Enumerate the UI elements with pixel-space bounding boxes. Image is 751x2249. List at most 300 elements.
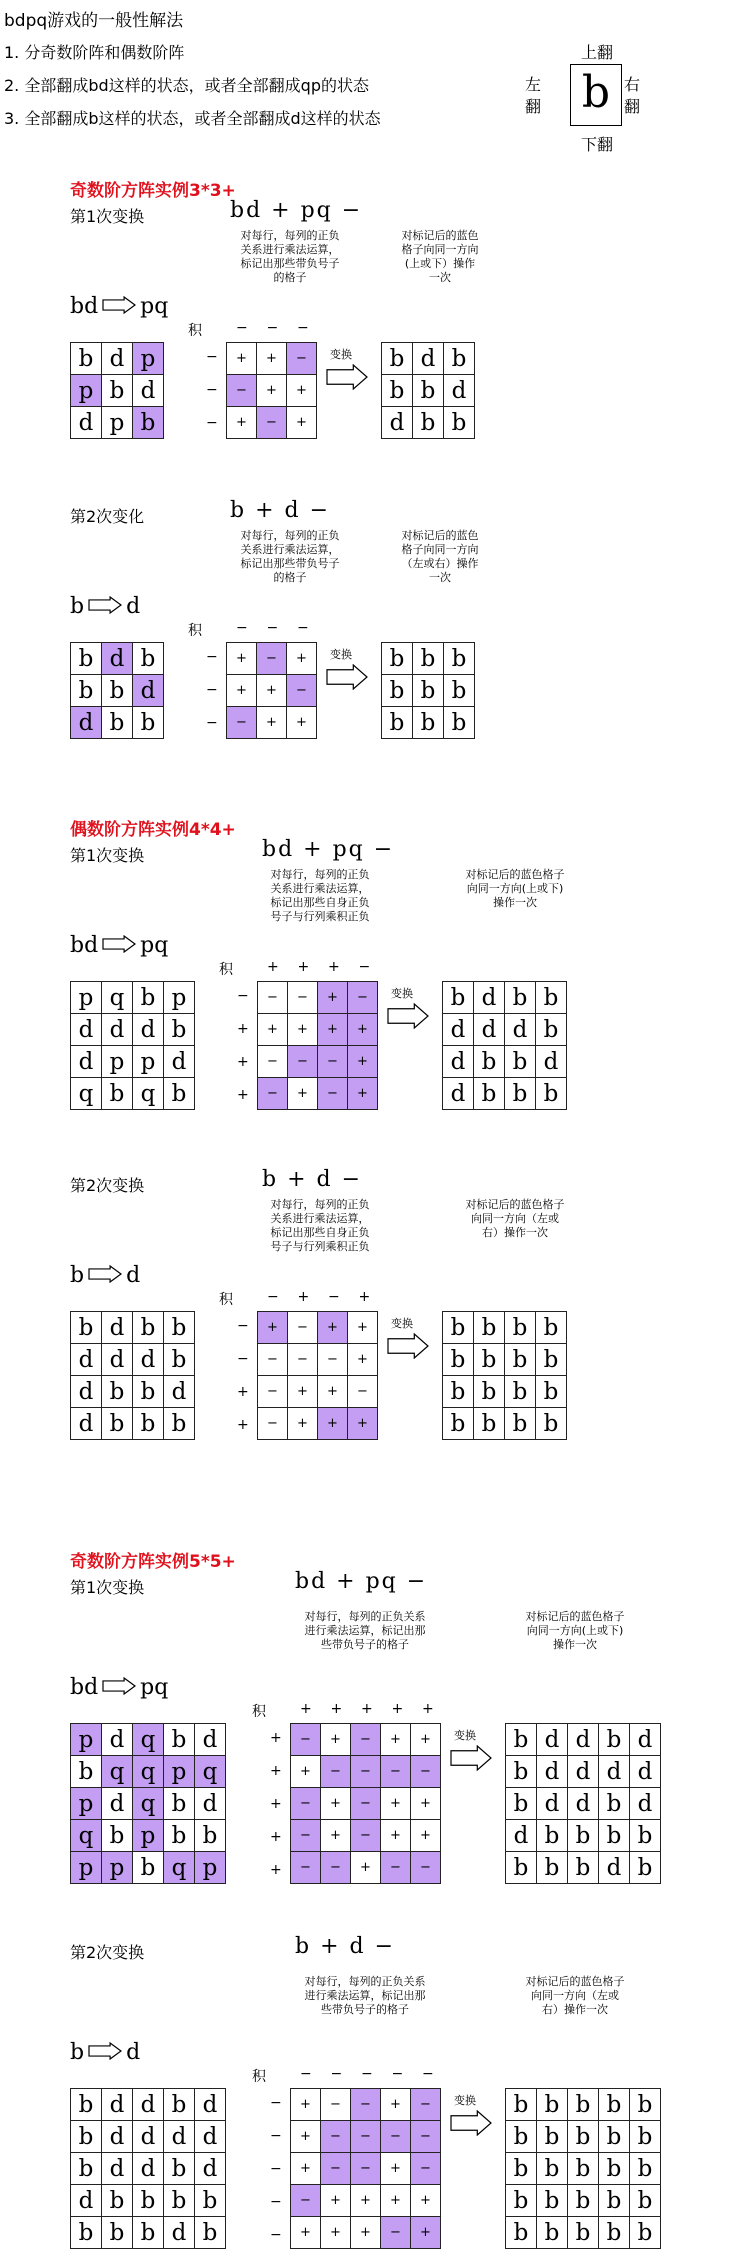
sign-cell: + — [411, 2217, 441, 2249]
letter-cell: p — [133, 1820, 164, 1852]
sign-cell: − — [257, 643, 287, 675]
letter-cell: d — [536, 1046, 567, 1078]
trans-arrow — [102, 1676, 136, 1701]
bianhuan-label: 变换 — [391, 987, 413, 1000]
note-line: 一次 — [429, 271, 451, 284]
legend-top: 上翻 — [581, 43, 614, 62]
col-sign: − — [358, 959, 371, 975]
row-sign: − — [270, 2161, 282, 2177]
ji-label: 积 — [219, 1292, 233, 1308]
letter-cell: b — [474, 1376, 505, 1408]
letter-cell: d — [568, 1788, 599, 1820]
sign-cell: + — [258, 1014, 288, 1046]
col-sign: − — [236, 320, 248, 336]
section-title: 奇数阶方阵实例5*5+ — [70, 1552, 236, 1572]
sign-cell: − — [351, 2089, 381, 2121]
letter-grid — [70, 1311, 195, 1440]
sign-grid — [290, 1723, 441, 1884]
sign-cell: + — [411, 2185, 441, 2217]
sign-cell: − — [258, 1408, 288, 1440]
sign-cell: − — [258, 1046, 288, 1078]
letter-cell: q — [133, 1078, 164, 1110]
letter-cell: b — [505, 1312, 536, 1344]
step-equation: bd + pq − — [262, 837, 395, 862]
letter-cell: b — [133, 1408, 164, 1440]
letter-cell: d — [102, 1344, 133, 1376]
row-sign: − — [237, 1318, 249, 1334]
row-sign: + — [237, 1087, 249, 1103]
letter-cell: d — [71, 707, 102, 739]
letter-cell: b — [133, 1852, 164, 1884]
trans-from: b — [70, 2040, 85, 2065]
letter-cell: d — [133, 1014, 164, 1046]
sign-cell: + — [291, 2217, 321, 2249]
note-line: 向同一方向（左或 — [531, 1989, 619, 2002]
sign-cell: − — [257, 407, 287, 439]
row-sign: + — [237, 1021, 249, 1037]
letter-grid — [70, 342, 164, 439]
sign-cell: + — [257, 343, 287, 375]
letter-cell: d — [568, 1724, 599, 1756]
col-sign: + — [391, 1701, 404, 1717]
note-line: 对标记后的蓝色格子 — [525, 1610, 625, 1623]
sign-cell: − — [351, 1820, 381, 1852]
letter-cell: b — [382, 643, 413, 675]
letter-cell: p — [102, 407, 133, 439]
trans-from: b — [70, 594, 85, 619]
row-sign: + — [237, 1417, 249, 1433]
sign-cell: + — [288, 1376, 318, 1408]
sign-cell: + — [348, 1312, 378, 1344]
letter-cell: b — [164, 1408, 195, 1440]
note-line: 操作一次 — [553, 1638, 597, 1651]
legend-bottom: 下翻 — [581, 135, 614, 154]
letter-cell: d — [133, 675, 164, 707]
letter-cell: b — [164, 1788, 195, 1820]
note-line: 关系进行乘法运算， — [270, 882, 370, 895]
letter-cell: b — [382, 343, 413, 375]
note-line: 向同一方向(上或下) — [466, 882, 564, 895]
letter-cell: p — [102, 1852, 133, 1884]
sign-cell: − — [321, 2121, 351, 2153]
letter-cell: p — [102, 1046, 133, 1078]
flip-arrow — [450, 2110, 492, 2140]
step-equation: bd + pq − — [230, 198, 363, 223]
col-sign: − — [266, 620, 279, 636]
letter-cell: b — [599, 2153, 630, 2185]
note-operation — [255, 1198, 385, 1254]
trans-to: pq — [140, 933, 169, 958]
right-arrow-icon — [102, 296, 136, 314]
letter-cell: b — [568, 2217, 599, 2249]
letter-cell: b — [506, 1724, 537, 1756]
ji-label: 积 — [252, 1704, 266, 1720]
letter-cell: b — [506, 2217, 537, 2249]
flip-arrow — [326, 664, 368, 694]
letter-cell: b — [102, 2185, 133, 2217]
letter-cell: d — [133, 2121, 164, 2153]
note-line: 对每行，每列的正负 — [270, 1198, 370, 1211]
sign-grid — [226, 342, 317, 439]
sign-cell: + — [381, 1820, 411, 1852]
row-sign: + — [237, 1054, 249, 1070]
letter-cell: d — [537, 1788, 568, 1820]
letter-cell: d — [102, 2089, 133, 2121]
letter-cell: b — [506, 1788, 537, 1820]
letter-cell: d — [443, 1078, 474, 1110]
col-sign: − — [266, 320, 279, 336]
sign-grid — [257, 1311, 378, 1440]
letter-cell: b — [71, 675, 102, 707]
legend-left: 左 翻 — [525, 75, 542, 116]
letter-cell: b — [195, 1820, 226, 1852]
note-line: 关系进行乘法运算， — [240, 543, 340, 556]
letter-cell: d — [71, 1376, 102, 1408]
ji-label: 积 — [219, 962, 233, 978]
step-label: 第2次变化 — [70, 507, 145, 526]
letter-cell: b — [71, 1756, 102, 1788]
letter-cell: b — [506, 2185, 537, 2217]
letter-cell: d — [164, 1046, 195, 1078]
letter-cell: b — [630, 2217, 661, 2249]
note-line: 对每行，每列的正负 — [270, 868, 370, 881]
bianhuan-label: 变换 — [330, 348, 352, 361]
letter-cell: b — [443, 1312, 474, 1344]
letter-cell: p — [164, 982, 195, 1014]
letter-cell: d — [102, 1724, 133, 1756]
transform-hint — [70, 594, 140, 620]
note-line: 标记出那些带负号子 — [240, 557, 340, 570]
result-grid — [442, 981, 567, 1110]
row-sign: + — [270, 1862, 282, 1878]
letter-cell: b — [599, 2121, 630, 2153]
letter-cell: b — [506, 1852, 537, 1884]
sign-cell: − — [291, 2185, 321, 2217]
ji-label: 积 — [188, 323, 202, 339]
letter-cell: b — [536, 1312, 567, 1344]
bianhuan-label: 变换 — [330, 648, 352, 661]
sign-cell: − — [288, 1312, 318, 1344]
note-operation — [225, 529, 355, 585]
letter-cell: b — [599, 2089, 630, 2121]
col-sign: + — [361, 1701, 373, 1717]
row-sign: − — [270, 2095, 282, 2111]
sign-cell: + — [257, 375, 287, 407]
letter-cell: b — [536, 1078, 567, 1110]
letter-cell: b — [537, 2089, 568, 2121]
result-grid — [442, 1311, 567, 1440]
note-line: 格子向同一方向 — [401, 543, 479, 556]
right-arrow-icon — [450, 1745, 492, 1771]
letter-cell: b — [164, 1312, 195, 1344]
col-sign: − — [300, 2066, 312, 2082]
sign-grid — [226, 642, 317, 739]
sign-cell: + — [227, 407, 257, 439]
letter-cell: b — [630, 1852, 661, 1884]
letter-cell: b — [599, 2185, 630, 2217]
letter-cell: b — [382, 707, 413, 739]
trans-to: pq — [140, 294, 169, 319]
letter-cell: d — [443, 1046, 474, 1078]
letter-cell: d — [568, 1756, 599, 1788]
flip-legend — [525, 40, 641, 154]
letter-cell: b — [443, 1344, 474, 1376]
letter-cell: b — [537, 1852, 568, 1884]
bianhuan-label: 变换 — [454, 1729, 476, 1742]
letter-cell: b — [382, 375, 413, 407]
page-title: bdpq游戏的一般性解法 — [4, 11, 184, 31]
letter-cell: b — [474, 1078, 505, 1110]
flip-arrow — [326, 364, 368, 394]
sign-cell: + — [348, 1078, 378, 1110]
trans-to: pq — [140, 1675, 169, 1700]
note-line: 对标记后的蓝色 — [401, 529, 479, 542]
sign-cell: + — [291, 2121, 321, 2153]
rule-1: 1. 分奇数阶阵和偶数阶阵 — [4, 43, 185, 62]
letter-cell: d — [630, 1788, 661, 1820]
sign-cell: − — [411, 2121, 441, 2153]
sign-cell: + — [257, 707, 287, 739]
sign-grid — [257, 981, 378, 1110]
letter-cell: d — [133, 375, 164, 407]
sign-cell: − — [411, 1756, 441, 1788]
letter-cell: b — [164, 2153, 195, 2185]
letter-cell: d — [630, 1724, 661, 1756]
sign-cell: − — [258, 1078, 288, 1110]
note-line: 向同一方向（左或 — [471, 1212, 559, 1225]
sign-cell: − — [291, 1820, 321, 1852]
letter-cell: d — [71, 1408, 102, 1440]
sign-cell: − — [287, 675, 317, 707]
letter-cell: b — [630, 2089, 661, 2121]
transform-hint — [70, 933, 168, 959]
letter-cell: b — [102, 2217, 133, 2249]
letter-cell: b — [536, 1376, 567, 1408]
sign-cell: − — [291, 1724, 321, 1756]
sign-cell: + — [288, 1014, 318, 1046]
letter-cell: b — [71, 2217, 102, 2249]
letter-cell: p — [195, 1852, 226, 1884]
letter-cell: p — [133, 1046, 164, 1078]
note-flip — [510, 1610, 640, 1652]
letter-cell: b — [71, 2121, 102, 2153]
step-equation: b + d − — [262, 1167, 363, 1192]
letter-cell: b — [630, 1820, 661, 1852]
letter-cell: d — [444, 375, 475, 407]
step-label: 第1次变换 — [70, 207, 145, 226]
col-sign: + — [297, 959, 310, 975]
letter-cell: b — [568, 1820, 599, 1852]
sign-cell: + — [381, 1788, 411, 1820]
bianhuan-label: 变换 — [391, 1317, 413, 1330]
row-sign: + — [270, 1730, 282, 1746]
letter-cell: d — [71, 407, 102, 439]
letter-cell: b — [164, 1078, 195, 1110]
letter-cell: b — [413, 375, 444, 407]
letter-cell: q — [102, 982, 133, 1014]
letter-cell: d — [71, 1344, 102, 1376]
row-sign: − — [270, 2128, 282, 2144]
note-line: 标记出那些自身正负 — [270, 896, 370, 909]
trans-from: bd — [70, 294, 99, 319]
note-line: 一次 — [429, 571, 451, 584]
legend-right: 右 翻 — [624, 75, 641, 116]
note-line: 向同一方向(上或下) — [526, 1624, 624, 1637]
letter-cell: d — [71, 2185, 102, 2217]
letter-cell: b — [195, 2217, 226, 2249]
step-label: 第1次变换 — [70, 1578, 145, 1597]
sign-cell: − — [287, 343, 317, 375]
trans-from: bd — [70, 933, 99, 958]
letter-cell: b — [413, 643, 444, 675]
sign-cell: + — [321, 1820, 351, 1852]
note-line: 右）操作一次 — [542, 2003, 608, 2016]
letter-cell: b — [102, 1820, 133, 1852]
trans-from: b — [70, 1263, 85, 1288]
sign-cell: − — [351, 2121, 381, 2153]
letter-cell: d — [102, 1014, 133, 1046]
col-sign: − — [297, 620, 309, 636]
letter-cell: b — [133, 1376, 164, 1408]
flip-arrow — [387, 1333, 429, 1363]
sign-cell: + — [411, 1788, 441, 1820]
sign-cell: + — [321, 1788, 351, 1820]
sign-cell: + — [287, 707, 317, 739]
result-grid — [505, 2088, 661, 2249]
letter-cell: b — [382, 675, 413, 707]
note-line: 进行乘法运算，标记出那 — [304, 1624, 426, 1637]
rule-3: 3. 全部翻成b这样的状态，或者全部翻成d这样的状态 — [4, 109, 381, 128]
step-equation: b + d − — [295, 1934, 396, 1959]
sign-cell: − — [288, 1344, 318, 1376]
sign-cell: − — [318, 1344, 348, 1376]
letter-cell: b — [444, 407, 475, 439]
letter-cell: p — [164, 1756, 195, 1788]
letter-cell: b — [537, 2185, 568, 2217]
row-sign: − — [237, 988, 249, 1004]
letter-cell: d — [133, 1344, 164, 1376]
letter-cell: b — [164, 2089, 195, 2121]
note-operation — [290, 1975, 440, 2017]
row-sign: − — [206, 415, 218, 431]
letter-cell: b — [536, 1344, 567, 1376]
letter-cell: d — [599, 1852, 630, 1884]
sign-cell: + — [351, 2217, 381, 2249]
sign-cell: − — [291, 1852, 321, 1884]
ji-label: 积 — [252, 2069, 266, 2085]
sign-cell: + — [291, 2153, 321, 2185]
letter-cell: b — [443, 1408, 474, 1440]
letter-cell: b — [568, 1852, 599, 1884]
letter-cell: b — [443, 1376, 474, 1408]
col-sign: − — [422, 2066, 434, 2082]
col-sign: + — [328, 959, 340, 975]
col-sign: + — [267, 959, 279, 975]
sign-cell: − — [411, 2089, 441, 2121]
trans-arrow — [102, 295, 136, 320]
letter-cell: b — [630, 2153, 661, 2185]
note-line: 关系进行乘法运算， — [270, 1212, 370, 1225]
letter-cell: d — [102, 2153, 133, 2185]
letter-cell: b — [568, 2185, 599, 2217]
col-sign: + — [330, 1701, 343, 1717]
letter-cell: b — [505, 1408, 536, 1440]
flip-arrow — [387, 1003, 429, 1033]
letter-cell: d — [505, 1014, 536, 1046]
row-sign: − — [270, 2194, 282, 2210]
letter-cell: b — [71, 2089, 102, 2121]
letter-cell: d — [102, 643, 133, 675]
letter-cell: b — [164, 1344, 195, 1376]
letter-cell: b — [164, 1014, 195, 1046]
letter-cell: b — [444, 343, 475, 375]
trans-from: bd — [70, 1675, 99, 1700]
letter-cell: d — [195, 1788, 226, 1820]
letter-cell: d — [630, 1756, 661, 1788]
result-grid — [505, 1723, 661, 1884]
letter-cell: b — [506, 2089, 537, 2121]
row-sign: + — [237, 1384, 249, 1400]
letter-grid — [70, 642, 164, 739]
letter-cell: q — [102, 1756, 133, 1788]
letter-cell: b — [474, 1408, 505, 1440]
row-sign: − — [237, 1351, 249, 1367]
legend-letter: b — [570, 64, 622, 126]
col-sign: − — [328, 1289, 340, 1305]
flip-arrow — [450, 1745, 492, 1775]
sign-cell: − — [381, 2217, 411, 2249]
letter-cell: b — [474, 1312, 505, 1344]
note-flip — [450, 868, 580, 910]
note-line: 些带负号子的格子 — [321, 2003, 409, 2016]
letter-cell: b — [413, 675, 444, 707]
sign-cell: + — [411, 1724, 441, 1756]
letter-cell: b — [71, 1312, 102, 1344]
note-line: 对每行，每列的正负关系 — [304, 1610, 426, 1623]
letter-cell: b — [102, 1408, 133, 1440]
letter-cell: d — [195, 2121, 226, 2153]
rule-2: 2. 全部翻成bd这样的状态，或者全部翻成qp的状态 — [4, 76, 369, 95]
sign-cell: + — [291, 1756, 321, 1788]
col-sign: + — [422, 1701, 434, 1717]
ji-label: 积 — [188, 623, 202, 639]
sign-cell: − — [411, 2153, 441, 2185]
sign-cell: − — [381, 2121, 411, 2153]
letter-cell: d — [599, 1756, 630, 1788]
sign-cell: + — [381, 2089, 411, 2121]
sign-grid — [290, 2088, 441, 2249]
letter-cell: b — [568, 2153, 599, 2185]
letter-cell: b — [71, 643, 102, 675]
letter-cell: d — [71, 1046, 102, 1078]
letter-cell: b — [133, 2217, 164, 2249]
transform-hint — [70, 1263, 140, 1289]
note-flip — [450, 1198, 580, 1240]
letter-cell: b — [537, 2153, 568, 2185]
letter-cell: d — [164, 1376, 195, 1408]
letter-cell: q — [71, 1820, 102, 1852]
letter-cell: b — [630, 2185, 661, 2217]
letter-cell: b — [505, 1046, 536, 1078]
letter-cell: d — [382, 407, 413, 439]
sign-cell: − — [351, 2153, 381, 2185]
transform-hint — [70, 1675, 168, 1701]
sign-cell: + — [381, 2185, 411, 2217]
letter-cell: d — [102, 343, 133, 375]
letter-cell: b — [133, 707, 164, 739]
letter-cell: p — [71, 1852, 102, 1884]
sign-cell: + — [318, 1312, 348, 1344]
